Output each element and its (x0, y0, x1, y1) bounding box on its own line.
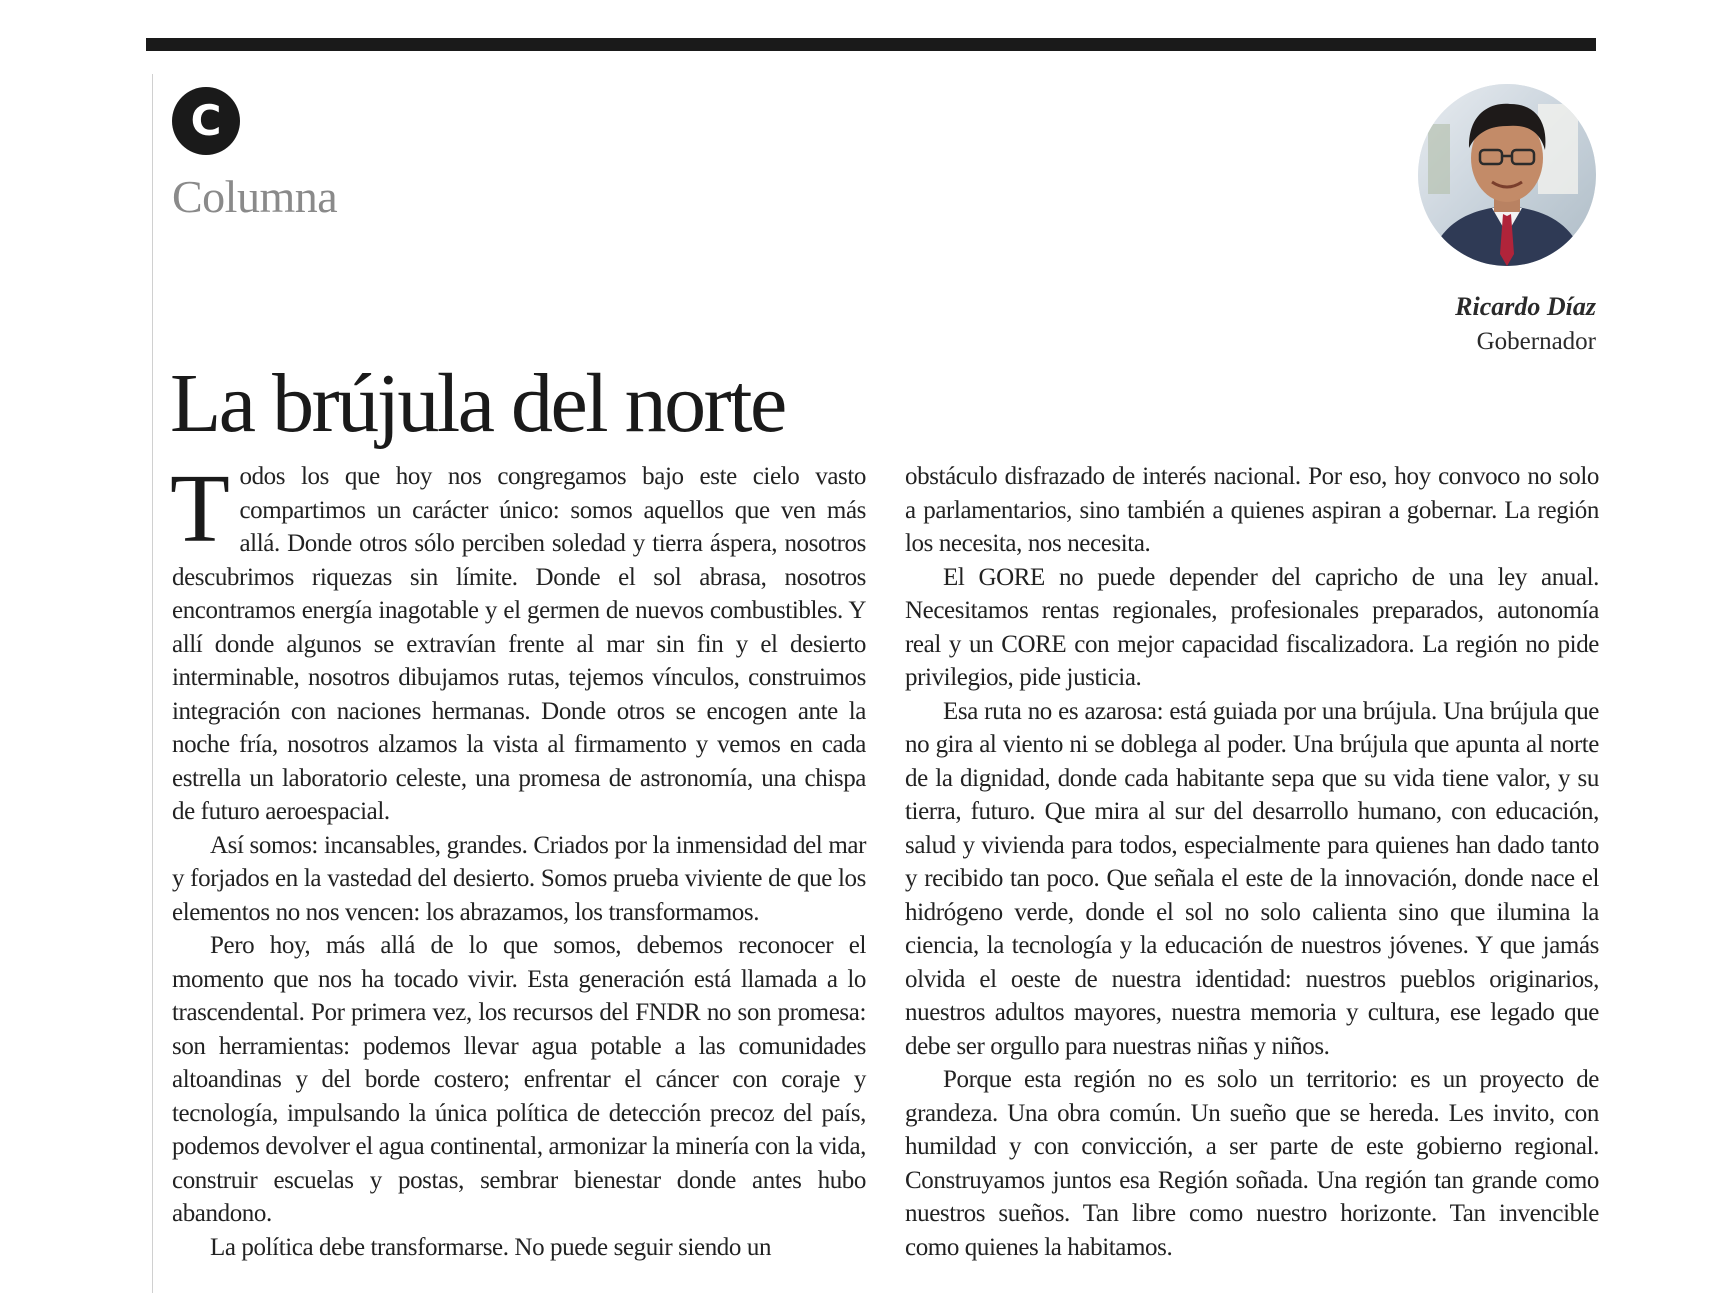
headline: La brújula del norte (170, 357, 785, 450)
paragraph: Pero hoy, más allá de lo que somos, debemos reconocer el momento que nos ha tocado vivir. Esta generación está llamada a lo trascendental. Por primera vez, los recursos del FNDR no son promesa: son herramientas: podemos llevar agua potable a las comunidades altoandinas y del borde costero; enfrentar el cáncer con coraje y tecnología, impulsando la única política de detección precoz del país, podemos devolver el agua continental, armonizar la minería con la vida, construir escuelas y postas, sembrar bienestar donde antes hubo abandono. (172, 932, 866, 1227)
paragraph: obstáculo disfrazado de interés nacional. Por eso, hoy convoco no solo a parlamentarios, sino también a quienes aspiran a gobernar. La región los necesita, nos necesita. (905, 463, 1599, 557)
author-portrait-icon (1418, 84, 1596, 266)
paragraph (170, 455, 866, 829)
paragraph: Porque esta región no es solo un territorio: es un proyecto de grandeza. Una obra común. Un sueño que se hereda. Les invito, con humildad y con convicción, a ser parte de este gobierno regional. Construyamos juntos esa Región soñada. Una región tan grande como nuestros sueños. Tan libre como nuestro horizonte. Tan invencible como quienes la habitamos. (905, 1066, 1599, 1261)
drop-cap: T (170, 455, 230, 563)
author-photo (1418, 84, 1596, 266)
section-badge-letter: C (190, 96, 222, 145)
section-label: Columna (172, 171, 338, 222)
author-role: Gobernador (1476, 328, 1596, 355)
top-rule (146, 38, 1596, 51)
paragraph: El GORE no puede depender del capricho de una ley anual. Necesitamos rentas regionales, profesionales preparados, autonomía real y un CORE con mejor capacidad fiscalizadora. La región no pide privilegios, pide justicia. (905, 563, 1599, 691)
paragraph: Así somos: incansables, grandes. Criados por la inmensidad del mar y forjados en la vastedad del desierto. Somos prueba viviente de que los elementos no nos vencen: los abrazamos, los transformamos. (172, 831, 866, 926)
article-column-left (170, 455, 866, 1264)
author-name: Ricardo Díaz (1455, 292, 1596, 321)
column-rule (152, 74, 153, 1293)
paragraph: Esa ruta no es azarosa: está guiada por una brújula. Una brújula que no gira al viento ni se doblega al poder. Una brújula que apunta al norte de la dignidad, donde cada habitante sepa que su vida tiene valor, y su tierra, futuro. Que mira al sur del desarrollo humano, con educación, salud y vivienda para todos, especialmente para quienes han dado tanto y recibido tan poco. Que señala el este de la innovación, donde nace el hidrógeno verde, donde el sol no solo calienta sino que ilumina la ciencia, la tecnología y la educación de nuestros jóvenes. Y que jamás olvida el oeste de nuestra identidad: nuestros pueblos originarios, nuestros adultos mayores, nuestra memoria y cultura, ese legado que debe ser orgullo para nuestras niñas y niños. (905, 697, 1599, 1060)
paragraph-text: odos los que hoy nos congregamos bajo este cielo vasto compartimos un carácter único: somos aquellos que ven más allá. Donde otros sólo perciben soledad y tierra áspera, nosotros descubrimos riquezas sin límite. Donde el sol abrasa, nosotros encontramos energía inagotable y el germen de nuevos combustibles. Y allí donde algunos se extravían frente al mar sin fin y el desierto interminable, nosotros dibujamos rutas, tejemos vínculos, construimos integración con naciones hermanas. Donde otros se encogen ante la noche fría, nosotros alzamos la vista al firmamento y vemos en cada estrella un laboratorio celeste, una promesa de astronomía, una chispa de futuro aeroespacial. (172, 463, 866, 825)
section-badge (172, 87, 240, 155)
article-column-right (905, 460, 1599, 1264)
paragraph: La política debe transformarse. No puede seguir siendo un (210, 1233, 772, 1261)
